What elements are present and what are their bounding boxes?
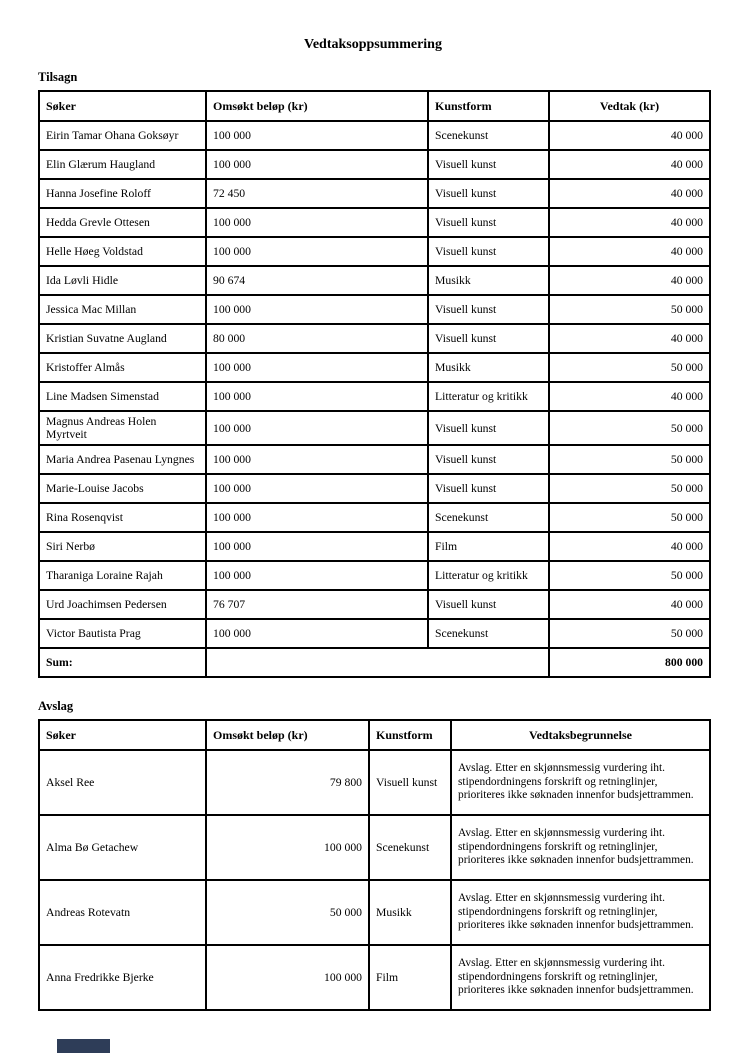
tilsagn-row: [39, 474, 710, 503]
tilsagn-row: [39, 445, 710, 474]
applied-amount: 100 000: [206, 561, 428, 590]
art-form: Visuell kunst: [428, 237, 549, 266]
tilsagn-header-row: [39, 91, 710, 121]
tilsagn-sum-row: [39, 648, 710, 677]
avslag-row: [39, 750, 710, 815]
tilsagn-header-omsokt: Omsøkt beløp (kr): [206, 91, 428, 121]
applied-amount: 100 000: [206, 121, 428, 150]
tilsagn-row: [39, 382, 710, 411]
art-form: Litteratur og kritikk: [428, 382, 549, 411]
tilsagn-header-vedtak: Vedtak (kr): [549, 91, 710, 121]
tilsagn-table-header: [39, 91, 710, 121]
applicant-name: Eirin Tamar Ohana Goksøyr: [39, 121, 206, 150]
avslag-header-kunstform: Kunstform: [369, 720, 451, 750]
decision-amount: 40 000: [549, 150, 710, 179]
art-form: Scenekunst: [428, 503, 549, 532]
decision-reason: Avslag. Etter en skjønnsmessig vurdering iht. stipendordningens forskrift og retninglinjer, prioriteres ikke søknaden innenfor budsjettrammen.: [451, 880, 710, 945]
art-form: Litteratur og kritikk: [428, 561, 549, 590]
avslag-section-label: Avslag: [38, 699, 74, 713]
applicant-name: Kristian Suvatne Augland: [39, 324, 206, 353]
applied-amount: 100 000: [206, 411, 428, 445]
applied-amount: 90 674: [206, 266, 428, 295]
applied-amount: 100 000: [206, 474, 428, 503]
avslag-header-begrunnelse: Vedtaksbegrunnelse: [451, 720, 710, 750]
art-form: Film: [428, 532, 549, 561]
applied-amount: 100 000: [206, 382, 428, 411]
decision-reason: Avslag. Etter en skjønnsmessig vurdering iht. stipendordningens forskrift og retninglinjer, prioriteres ikke søknaden innenfor budsjettrammen.: [451, 815, 710, 880]
avslag-row: [39, 945, 710, 1010]
tilsagn-header-kunstform: Kunstform: [428, 91, 549, 121]
tilsagn-row: [39, 150, 710, 179]
applicant-name: Alma Bø Getachew: [39, 815, 206, 880]
decision-amount: 40 000: [549, 208, 710, 237]
tilsagn-section-label: Tilsagn: [38, 70, 78, 84]
applied-amount: 100 000: [206, 619, 428, 648]
tilsagn-row: [39, 532, 710, 561]
tilsagn-row: [39, 295, 710, 324]
applicant-name: Magnus Andreas Holen Myrtveit: [39, 411, 206, 445]
applicant-name: Ida Løvli Hidle: [39, 266, 206, 295]
decision-amount: 40 000: [549, 237, 710, 266]
applied-amount: 100 000: [206, 532, 428, 561]
sum-label: Sum:: [39, 648, 206, 677]
decision-amount: 40 000: [549, 266, 710, 295]
applied-amount: 72 450: [206, 179, 428, 208]
decision-amount: 50 000: [549, 295, 710, 324]
art-form: Visuell kunst: [428, 445, 549, 474]
applicant-name: Victor Bautista Prag: [39, 619, 206, 648]
decision-amount: 40 000: [549, 324, 710, 353]
applicant-name: Marie-Louise Jacobs: [39, 474, 206, 503]
applied-amount: 100 000: [206, 353, 428, 382]
applicant-name: Anna Fredrikke Bjerke: [39, 945, 206, 1010]
decision-amount: 50 000: [549, 619, 710, 648]
art-form: Visuell kunst: [428, 411, 549, 445]
applicant-name: Elin Glærum Haugland: [39, 150, 206, 179]
sum-spacer: [206, 648, 549, 677]
applicant-name: Helle Høeg Voldstad: [39, 237, 206, 266]
applied-amount: 100 000: [206, 237, 428, 266]
tilsagn-row: [39, 411, 710, 445]
avslag-header-omsokt: Omsøkt beløp (kr): [206, 720, 369, 750]
art-form: Visuell kunst: [428, 179, 549, 208]
page-footer-logo-fragment: [57, 1039, 110, 1053]
avslag-table: [38, 719, 711, 1011]
decision-amount: 40 000: [549, 532, 710, 561]
applicant-name: Siri Nerbø: [39, 532, 206, 561]
applied-amount: 100 000: [206, 503, 428, 532]
decision-amount: 40 000: [549, 382, 710, 411]
art-form: Visuell kunst: [428, 324, 549, 353]
tilsagn-row: [39, 619, 710, 648]
applicant-name: Hedda Grevle Ottesen: [39, 208, 206, 237]
applicant-name: Line Madsen Simenstad: [39, 382, 206, 411]
tilsagn-row: [39, 266, 710, 295]
avslag-table-header: [39, 720, 710, 750]
decision-amount: 50 000: [549, 561, 710, 590]
applied-amount: 50 000: [206, 880, 369, 945]
art-form: Visuell kunst: [428, 590, 549, 619]
applicant-name: Rina Rosenqvist: [39, 503, 206, 532]
art-form: Musikk: [428, 266, 549, 295]
art-form: Musikk: [428, 353, 549, 382]
applicant-name: Andreas Rotevatn: [39, 880, 206, 945]
art-form: Film: [369, 945, 451, 1010]
applied-amount: 79 800: [206, 750, 369, 815]
applicant-name: Kristoffer Almås: [39, 353, 206, 382]
art-form: Visuell kunst: [428, 295, 549, 324]
applied-amount: 100 000: [206, 445, 428, 474]
art-form: Musikk: [369, 880, 451, 945]
decision-amount: 40 000: [549, 121, 710, 150]
art-form: Visuell kunst: [428, 150, 549, 179]
applicant-name: Maria Andrea Pasenau Lyngnes: [39, 445, 206, 474]
tilsagn-table: [38, 90, 711, 678]
applicant-name: Jessica Mac Millan: [39, 295, 206, 324]
page-content: [38, 70, 709, 1011]
applicant-name: Aksel Ree: [39, 750, 206, 815]
page-title: Vedtaksoppsummering: [304, 37, 442, 52]
tilsagn-table-body: [39, 121, 710, 677]
decision-amount: 50 000: [549, 353, 710, 382]
art-form: Visuell kunst: [428, 208, 549, 237]
tilsagn-row: [39, 121, 710, 150]
applied-amount: 100 000: [206, 295, 428, 324]
decision-amount: 50 000: [549, 474, 710, 503]
applied-amount: 100 000: [206, 150, 428, 179]
tilsagn-header-soker: Søker: [39, 91, 206, 121]
decision-reason: Avslag. Etter en skjønnsmessig vurdering iht. stipendordningens forskrift og retninglinjer, prioriteres ikke søknaden innenfor budsjettrammen.: [451, 945, 710, 1010]
tilsagn-row: [39, 590, 710, 619]
tilsagn-row: [39, 561, 710, 590]
art-form: Scenekunst: [428, 121, 549, 150]
art-form: Visuell kunst: [369, 750, 451, 815]
avslag-table-body: [39, 750, 710, 1010]
decision-reason: Avslag. Etter en skjønnsmessig vurdering iht. stipendordningens forskrift og retninglinjer, prioriteres ikke søknaden innenfor budsjettrammen.: [451, 750, 710, 815]
art-form: Scenekunst: [369, 815, 451, 880]
art-form: Scenekunst: [428, 619, 549, 648]
decision-amount: 40 000: [549, 179, 710, 208]
applicant-name: Hanna Josefine Roloff: [39, 179, 206, 208]
decision-amount: 50 000: [549, 411, 710, 445]
applied-amount: 76 707: [206, 590, 428, 619]
applicant-name: Tharaniga Loraine Rajah: [39, 561, 206, 590]
tilsagn-row: [39, 208, 710, 237]
applied-amount: 80 000: [206, 324, 428, 353]
decision-amount: 40 000: [549, 590, 710, 619]
avslag-row: [39, 815, 710, 880]
applied-amount: 100 000: [206, 945, 369, 1010]
tilsagn-row: [39, 503, 710, 532]
avslag-header-row: [39, 720, 710, 750]
sum-value: 800 000: [549, 648, 710, 677]
decision-amount: 50 000: [549, 445, 710, 474]
tilsagn-row: [39, 353, 710, 382]
applied-amount: 100 000: [206, 815, 369, 880]
applied-amount: 100 000: [206, 208, 428, 237]
avslag-header-soker: Søker: [39, 720, 206, 750]
art-form: Visuell kunst: [428, 474, 549, 503]
tilsagn-row: [39, 324, 710, 353]
decision-amount: 50 000: [549, 503, 710, 532]
tilsagn-row: [39, 179, 710, 208]
tilsagn-row: [39, 237, 710, 266]
applicant-name: Urd Joachimsen Pedersen: [39, 590, 206, 619]
avslag-row: [39, 880, 710, 945]
